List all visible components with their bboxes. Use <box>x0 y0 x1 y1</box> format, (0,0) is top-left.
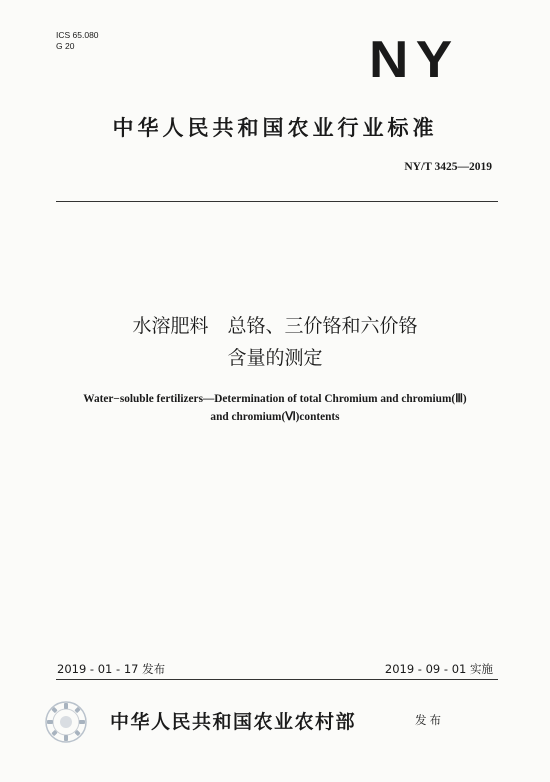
ccs-code: G 20 <box>56 41 75 51</box>
title-english-line-1: Water−soluble fertilizers—Determination of total Chromium and chromium(Ⅲ) <box>83 393 467 405</box>
issuing-authority: 中华人民共和国农业农村部 <box>110 711 357 733</box>
title-chinese-line-1: 水溶肥料 总铬、三价铬和六价铬 <box>132 315 418 337</box>
standard-type-heading: 中华人民共和国农业行业标准 <box>112 116 438 140</box>
header-divider <box>56 201 498 202</box>
title-chinese-line-2: 含量的测定 <box>227 347 323 369</box>
standard-number: NY/T 3425—2019 <box>404 161 492 173</box>
footer-divider <box>56 679 498 680</box>
implementation-date: 2019 - 09 - 01 实施 <box>384 662 493 676</box>
ics-code: ICS 65.080 <box>56 30 99 40</box>
publish-label: 发布 <box>415 713 444 727</box>
issue-date: 2019 - 01 - 17 发布 <box>57 662 166 676</box>
title-english-line-2: and chromium(Ⅵ)contents <box>210 411 340 423</box>
standard-code-logo: NY <box>369 31 460 89</box>
national-emblem-icon <box>44 700 88 744</box>
classification-codes <box>56 30 99 52</box>
